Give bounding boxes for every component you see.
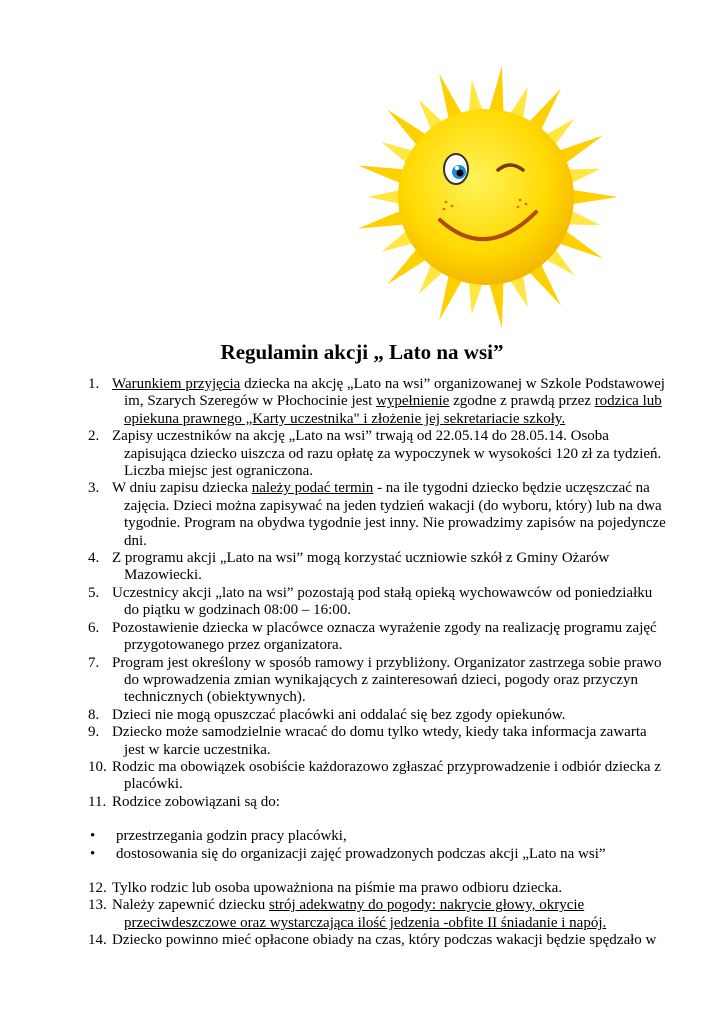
sun-ray — [489, 279, 504, 328]
rule-text: Z programu akcji „Lato na wsi” mogą korzystać uczniowie szkół z Gminy Ożarów Mazowiecki. — [112, 550, 610, 584]
rule-text: Dziecko może samodzielnie wracać do domu tylko wtedy, kiedy taka informacja zawarta jest w karcie uczestnika. — [112, 724, 647, 758]
rule-item — [88, 480, 668, 550]
rule-number: 13. — [88, 897, 107, 914]
sun-ray — [489, 66, 504, 115]
rule-text: rodzica lub opiekuna prawnego „Karty uczestnika" i złożenie jej sekretariacie szkoły. — [124, 393, 662, 427]
rule-item — [88, 428, 668, 480]
rule-item — [88, 376, 668, 428]
rule-text: wypełnienie — [376, 393, 450, 410]
rule-number: 3. — [88, 480, 100, 497]
rule-text: Zapisy uczestników na akcję „Lato na wsi” trwają od 22.05.14 do 28.05.14. Osoba zapisująca dziecko uiszcza od razu opłatę za wypoczynek w wysokości 120 zł za tydzień. Liczba miejsc jest ograniczona. — [112, 428, 662, 480]
rule-number: 8. — [88, 706, 100, 723]
rule-text: należy podać termin — [251, 480, 374, 497]
rule-item — [88, 585, 668, 620]
rule-number: 12. — [88, 879, 107, 896]
rule-number: 7. — [88, 654, 100, 671]
rule-number: 4. — [88, 550, 100, 567]
rules-list — [88, 376, 668, 950]
rules-items — [88, 376, 668, 811]
rule-number: 6. — [88, 619, 100, 636]
rule-number: 14. — [88, 932, 107, 949]
bullet-item — [88, 846, 668, 863]
winking-sun-illustration — [348, 52, 618, 337]
rule-item — [88, 932, 668, 949]
rule-item — [88, 707, 668, 724]
rule-text: Program jest określony w sposób ramowy i przybliżony. Organizator zastrzega sobie prawo do wprowadzenia zmian wynikających z zainteresowań dzieci, pogody oraz przyczyn technicznych (obiektywnych). — [112, 654, 662, 706]
rule-text: Pozostawienie dziecka w placówce oznacza wyrażenie zgody na realizację programu zajęć przygotowanego przez organizatora. — [112, 619, 657, 654]
open-eye-icon — [444, 154, 468, 184]
rule-text: strój adekwatny do pogody: nakrycie głowy, okrycie przeciwdeszczowe oraz wystarczająca ilość jedzenia -obfite II śniadanie i napój. — [124, 897, 607, 931]
rule-text: Rodzice zobowiązani są do: — [112, 793, 280, 810]
page-title: Regulamin akcji „ Lato na wsi” — [220, 340, 504, 364]
rule-item — [88, 759, 668, 794]
bullet-icon: • — [90, 845, 96, 862]
rule-number: 10. — [88, 758, 107, 775]
sun-ray — [358, 210, 407, 229]
rule-text: - na ile tygodni dziecko będzie uczęszczać na zajęcia. Dzieci można zapisywać na jeden tydzień wakacji (do wyboru, który) lub na dwa tygodnie. Program na obydwa tygodnie jest inny. Nie prowadzimy zapisów na pojedyncze dni. — [124, 480, 666, 549]
sun-ray — [368, 189, 402, 204]
rule-text: W dniu zapisu dziecka — [112, 480, 252, 497]
sun-face — [398, 109, 574, 285]
rule-number: 2. — [88, 428, 100, 445]
rule-item — [88, 724, 668, 759]
bullet-text: przestrzegania godzin pracy placówki, — [116, 828, 347, 845]
rule-item — [88, 897, 668, 932]
sun-ray — [358, 165, 407, 184]
rule-item — [88, 620, 668, 655]
parent-obligations-list — [88, 828, 668, 863]
rule-item — [88, 550, 668, 585]
sun-ray — [570, 189, 618, 204]
rule-text: Należy zapewnić dziecku — [112, 897, 269, 914]
rule-number: 9. — [88, 724, 100, 741]
rule-item — [88, 880, 668, 897]
rule-item — [88, 794, 668, 811]
bullet-icon: • — [90, 828, 96, 845]
rule-text: dziecka na akcję „Lato na wsi” organizowanej w Szkole Podstawowej im, Szarych Szeregów w Płochocinie jest — [124, 376, 665, 410]
rule-text: Warunkiem przyjęcia — [112, 376, 241, 392]
rule-text: Dzieci nie mogą opuszczać placówki ani oddalać się bez zgody opiekunów. — [112, 706, 566, 723]
rule-text: Dziecko powinno mieć opłacone obiady na czas, który podczas wakacji będzie spędzało w — [112, 932, 657, 949]
rule-text: Uczestnicy akcji „lato na wsi” pozostają pod stałą opieką wychowawców od poniedziałku do piątku w godzinach 08:00 – 16:00. — [112, 584, 653, 619]
rules-items-continued — [88, 880, 668, 950]
rule-number: 5. — [88, 584, 100, 601]
rule-number: 1. — [88, 376, 100, 392]
rule-text: Rodzic ma obowiązek osobiście każdorazowo zgłaszać przyprowadzenie i odbiór dziecka z placówki. — [112, 758, 661, 793]
rule-number: 11. — [88, 793, 107, 810]
rule-text: zgodne z prawdą przez — [449, 393, 595, 410]
bullet-text: dostosowania się do organizacji zajęć prowadzonych podczas akcji „Lato na wsi” — [116, 845, 606, 862]
bullet-item — [88, 828, 668, 845]
rule-text: Tylko rodzic lub osoba upoważniona na piśmie ma prawo odbioru dziecka. — [112, 879, 563, 896]
rule-item — [88, 655, 668, 707]
